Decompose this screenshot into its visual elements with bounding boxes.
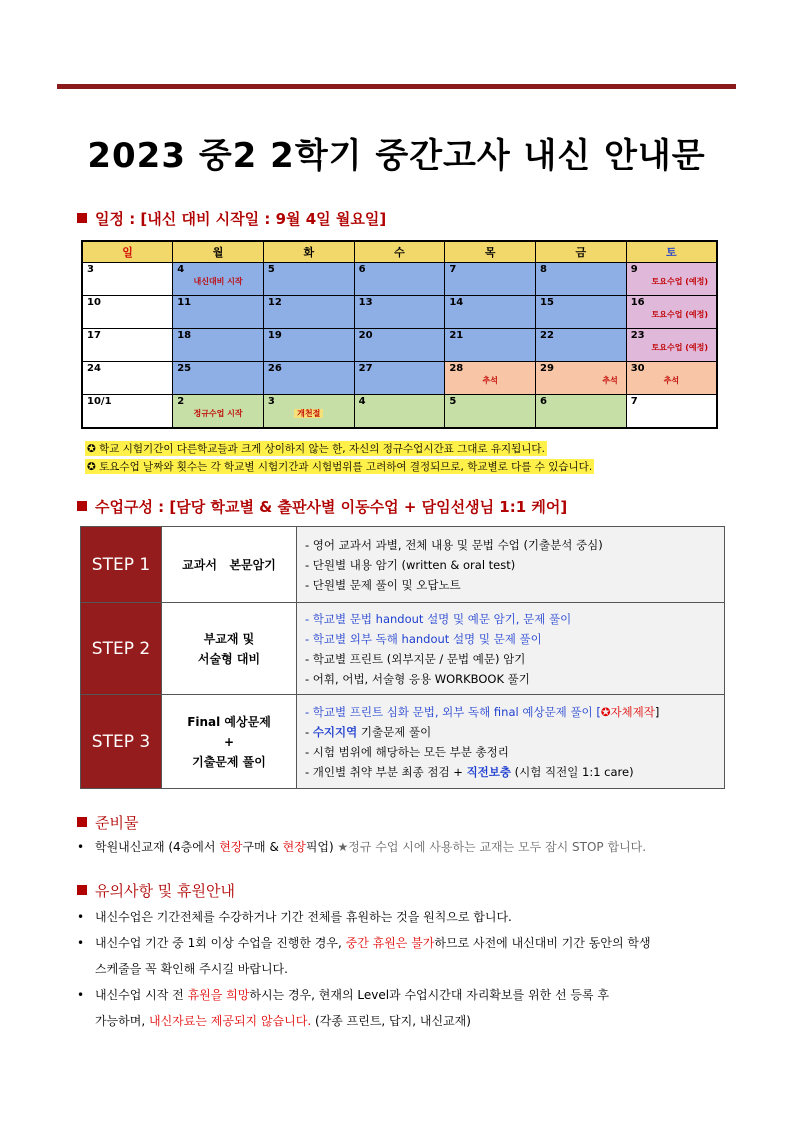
day-header: 수 xyxy=(354,241,445,263)
day-number: 3 xyxy=(87,264,94,275)
schedule-heading: 일정 : [내신 대비 시작일 : 9월 4일 월요일] xyxy=(77,208,386,229)
day-number: 10/1 xyxy=(87,396,112,407)
day-number: 19 xyxy=(267,330,282,341)
calendar-week-row xyxy=(82,395,717,429)
calendar-day-cell xyxy=(82,329,173,362)
notes-heading: 유의사항 및 휴원안내 xyxy=(77,880,235,901)
calendar-day-cell xyxy=(173,329,264,362)
calendar-day-cell xyxy=(626,329,717,362)
calendar-day-cell xyxy=(173,263,264,296)
day-number: 4 xyxy=(358,396,366,407)
day-number: 6 xyxy=(358,264,366,275)
day-event-note: 토요수업 (예정) xyxy=(651,343,708,352)
day-number: 5 xyxy=(267,264,275,275)
day-event-note: 추석 xyxy=(602,376,618,385)
day-number: 24 xyxy=(87,363,101,374)
schedule-notice: ✪ 토요수업 날짜와 횟수는 각 학교별 시험기간과 시험범위를 고려하여 결정되므로, 학교별로 다를 수 있습니다. xyxy=(87,461,593,473)
day-header: 금 xyxy=(536,241,627,263)
notes-item: • 내신수업 시작 전 휴원을 희망하시는 경우, 현재의 Level과 수업시간대 자리확보를 위한 선 등록 후 xyxy=(77,988,609,1002)
calendar-day-cell xyxy=(173,395,264,429)
day-number: 29 xyxy=(540,363,554,374)
day-number: 27 xyxy=(358,363,373,374)
calendar-day-cell xyxy=(354,263,445,296)
calendar-day-cell xyxy=(536,296,627,329)
top-rule xyxy=(57,84,736,89)
calendar-week-row xyxy=(82,362,717,395)
day-event-note: 토요수업 (예정) xyxy=(651,310,708,319)
day-event-note: 추석 xyxy=(482,376,498,385)
day-number: 4 xyxy=(177,264,185,275)
day-number: 18 xyxy=(177,330,192,341)
calendar-day-cell xyxy=(626,263,717,296)
calendar-day-cell xyxy=(354,329,445,362)
calendar-day-cell xyxy=(536,395,627,429)
day-number: 23 xyxy=(630,330,645,341)
calendar-day-cell xyxy=(263,296,354,329)
calendar-week-row xyxy=(82,263,717,296)
square-bullet-icon xyxy=(77,885,87,895)
day-number: 8 xyxy=(540,264,547,275)
day-number: 7 xyxy=(449,264,457,275)
calendar-day-cell xyxy=(354,362,445,395)
day-number: 2 xyxy=(177,396,185,407)
day-number: 10 xyxy=(87,297,101,308)
day-number: 5 xyxy=(449,396,457,407)
calendar-day-cell xyxy=(536,263,627,296)
day-number: 16 xyxy=(630,297,645,308)
calendar-day-cell xyxy=(263,395,354,429)
calendar-day-cell xyxy=(445,263,536,296)
notes-item-continued: 스케줄을 꼭 확인해 주시길 바랍니다. xyxy=(95,962,288,976)
step-subject: 교과서 본문암기 xyxy=(162,527,297,603)
calendar-day-cell xyxy=(263,362,354,395)
day-event-note: 내신대비 시작 xyxy=(193,277,243,286)
calendar-day-cell xyxy=(445,329,536,362)
calendar-day-cell xyxy=(82,395,173,429)
calendar-week-row xyxy=(82,296,717,329)
day-number: 12 xyxy=(267,297,282,308)
calendar-header-row xyxy=(82,241,717,263)
day-number: 26 xyxy=(267,363,282,374)
day-number: 21 xyxy=(449,330,464,341)
step-label: STEP 1 xyxy=(81,527,162,603)
calendar-week-row xyxy=(82,329,717,362)
step-row xyxy=(81,603,725,695)
calendar-day-cell xyxy=(82,296,173,329)
calendar-day-cell xyxy=(626,362,717,395)
calendar-day-cell xyxy=(173,362,264,395)
calendar-day-cell xyxy=(173,296,264,329)
calendar-day-cell xyxy=(82,362,173,395)
supplies-heading: 준비물 xyxy=(77,812,138,833)
step-description: - 학교별 프린트 심화 문법, 외부 독해 final 예상문제 풀이 [✪자체제작] - 수지지역 기출문제 풀이 - 시험 범위에 해당하는 모든 부분 총정리 - 개인별 취약 부분 최종 점검 + 직전보충 (시험 직전일 1:1 care) xyxy=(297,695,725,789)
day-event-note: 토요수업 (예정) xyxy=(651,277,708,286)
steps-table xyxy=(80,526,725,789)
day-event-note: 추석 xyxy=(663,376,680,385)
day-event-note: 정규수업 시작 xyxy=(193,409,243,418)
day-number: 14 xyxy=(449,297,464,308)
calendar-day-cell xyxy=(626,296,717,329)
step-subject: 부교재 및 서술형 대비 xyxy=(162,603,297,695)
schedule-notice: ✪ 학교 시험기간이 다른학교들과 크게 상이하지 않는 한, 자신의 정규수업시간표 그대로 유지됩니다. xyxy=(87,443,545,455)
day-number: 6 xyxy=(540,396,547,407)
day-number: 11 xyxy=(177,297,192,308)
day-header: 토 xyxy=(626,241,717,263)
day-number: 9 xyxy=(630,264,638,275)
day-number: 15 xyxy=(540,297,554,308)
day-number: 20 xyxy=(358,330,373,341)
square-bullet-icon xyxy=(77,501,87,511)
calendar-day-cell xyxy=(445,296,536,329)
square-bullet-icon xyxy=(77,213,87,223)
step-description: - 영어 교과서 과별, 전체 내용 및 문법 수업 (기출분석 중심) - 단원별 내용 암기 (written & oral test) - 단원별 문제 풀이 및 오답노트 xyxy=(297,527,725,603)
calendar-day-cell xyxy=(536,329,627,362)
step-label: STEP 3 xyxy=(81,695,162,789)
calendar-day-cell xyxy=(445,395,536,429)
step-subject: Final 예상문제 + 기출문제 풀이 xyxy=(162,695,297,789)
square-bullet-icon xyxy=(77,817,87,827)
calendar-day-cell xyxy=(354,395,445,429)
day-number: 3 xyxy=(267,396,275,407)
day-header: 목 xyxy=(445,241,536,263)
classes-heading: 수업구성 : [담당 학교별 & 출판사별 이동수업 + 담임선생님 1:1 케어] xyxy=(77,496,567,517)
day-number: 30 xyxy=(630,363,645,374)
calendar-day-cell xyxy=(263,329,354,362)
calendar-day-cell xyxy=(354,296,445,329)
calendar-day-cell xyxy=(626,395,717,429)
day-number: 7 xyxy=(630,396,638,407)
day-header: 월 xyxy=(173,241,264,263)
notes-item: • 내신수업 기간 중 1회 이상 수업을 진행한 경우, 중간 휴원은 불가하므로 사전에 내신대비 기간 동안의 학생 xyxy=(77,936,651,950)
step-row xyxy=(81,527,725,603)
notes-item: • 내신수업은 기간전체를 수강하거나 기간 전체를 휴원하는 것을 원칙으로 합니다. xyxy=(77,910,512,924)
day-number: 17 xyxy=(87,330,101,341)
step-row xyxy=(81,695,725,789)
calendar-day-cell xyxy=(263,263,354,296)
day-header: 화 xyxy=(263,241,354,263)
supplies-item: • 학원내신교재 (4층에서 현장구매 & 현장픽업) ★정규 수업 시에 사용하는 교재는 모두 잠시 STOP 합니다. xyxy=(77,840,647,854)
step-description: - 학교별 문법 handout 설명 및 예문 암기, 문제 풀이 - 학교별 외부 독해 handout 설명 및 문제 풀이 - 학교별 프린트 (외부지문 / 문법 예문) 암기 - 어휘, 어법, 서술형 응용 WORKBOOK 풀기 xyxy=(297,603,725,695)
page-title: 2023 중2 2학기 중간고사 내신 안내문 xyxy=(87,136,706,176)
day-event-note: 개천절 xyxy=(264,408,354,419)
day-number: 13 xyxy=(358,297,373,308)
day-number: 25 xyxy=(177,363,192,374)
calendar-day-cell xyxy=(445,362,536,395)
calendar-day-cell xyxy=(536,362,627,395)
calendar-day-cell xyxy=(82,263,173,296)
notes-item-continued: 가능하며, 내신자료는 제공되지 않습니다. (각종 프린트, 답지, 내신교재) xyxy=(95,1014,471,1028)
calendar-table xyxy=(81,240,718,429)
day-header: 일 xyxy=(82,241,173,263)
day-number: 28 xyxy=(449,363,464,374)
step-label: STEP 2 xyxy=(81,603,162,695)
day-number: 22 xyxy=(540,330,554,341)
